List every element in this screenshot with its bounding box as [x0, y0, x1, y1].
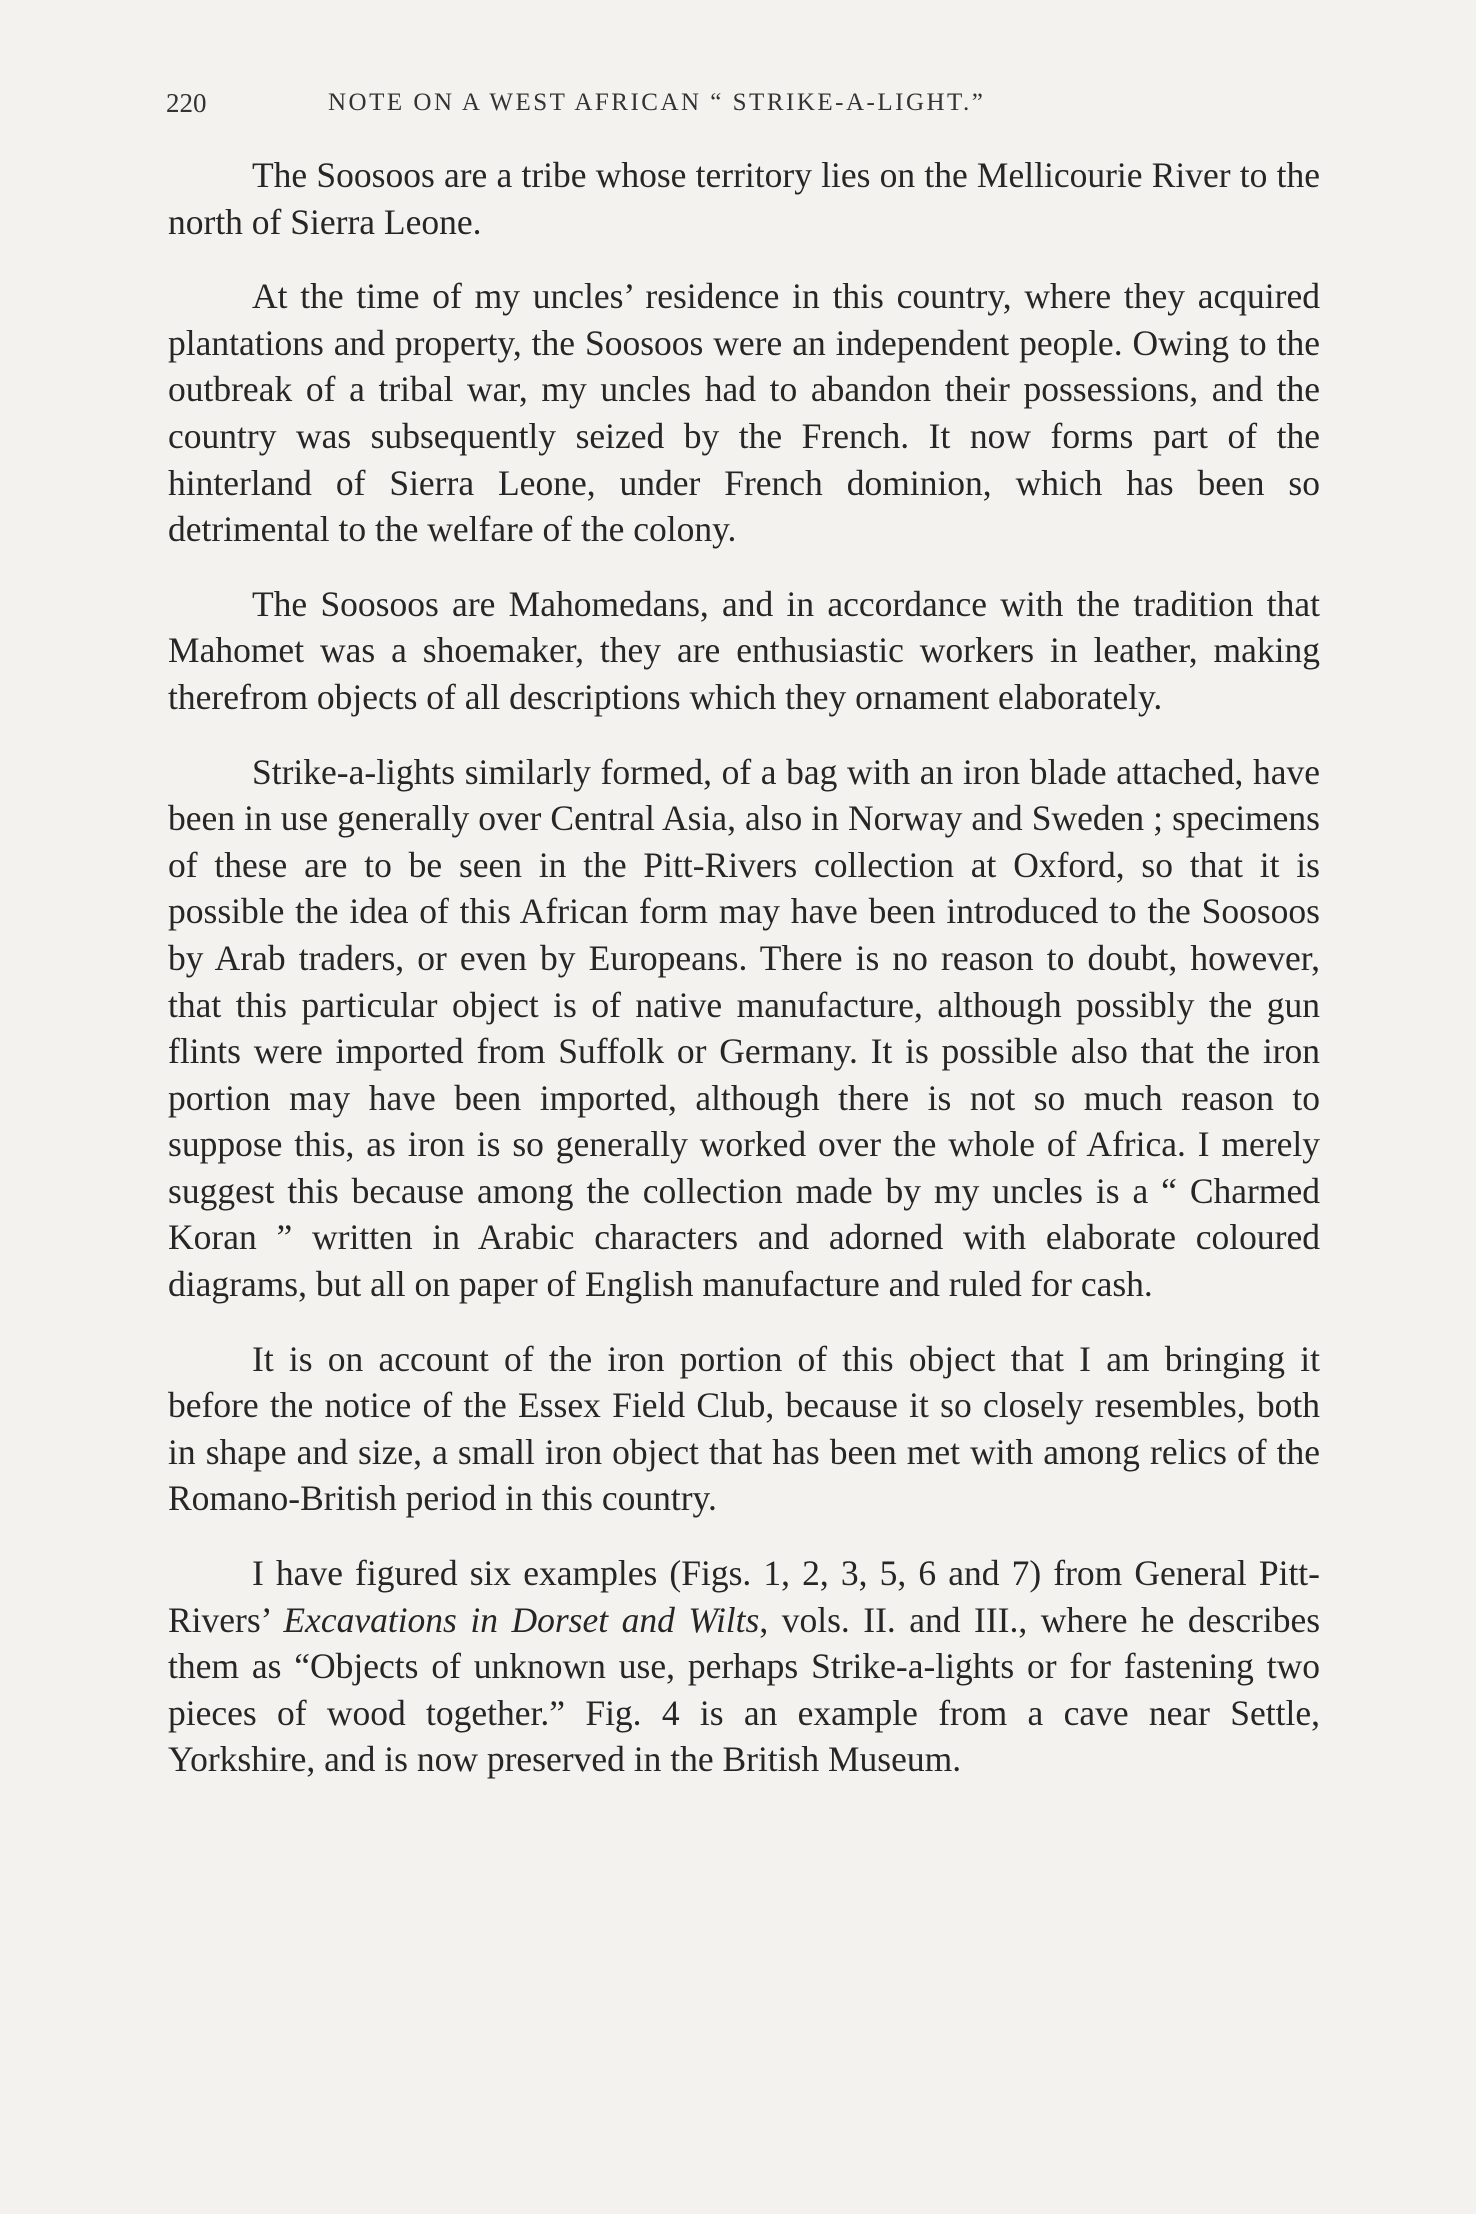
paragraph-leather-workers: The Soosoos are Mahomedans, and in accordance with the tradition that Mahomet was a shoemaker, they are enthusiastic workers in leather, making therefrom objects of all descriptions which they ornament elaborately.	[168, 583, 1320, 717]
running-title: NOTE ON A WEST AFRICAN “ STRIKE-A-LIGHT.”	[328, 89, 986, 116]
book-title: Excavations in Dorset and Wilts	[283, 1599, 760, 1640]
paragraph-iron-portion: It is on account of the iron portion of this object that I am bringing it before the notice of the Essex Field Club, because it so closely resembles, both in shape and size, a small iron object that has been met with among relics of the Romano-British period in this country.	[168, 1338, 1320, 1519]
paragraph-text-start: I have figured six examples (Figs. 1, 2, 3, 5, 6 and 7) from General Pitt-Rivers’	[168, 1553, 1320, 1640]
paragraph-soosoos-territory: The Soosoos are a tribe whose territory lies on the Mellicourie River to the north of Sierra Leone.	[168, 155, 1320, 242]
body-text	[168, 152, 1320, 1811]
paragraph-strike-a-lights: Strike-a-lights similarly formed, of a bag with an iron blade attached, have been in use generally over Central Asia, also in Norway and Sweden ; specimens of these are to be seen in the Pitt-Rivers collection at Oxford, so that it is possible the idea of this African form may have been introduced to the Soosoos by Arab traders, or even by Europeans. There is no reason to doubt, however, that this particular object is of native manufacture, although possibly the gun flints were imported from Suffolk or Germany. It is possible also that the iron portion may have been imported, although there is not so much reason to suppose this, as iron is so generally worked over the whole of Africa. I merely suggest this because among the collection made by my uncles is a “ Charmed Koran ” written in Arabic characters and adorned with elaborate coloured diagrams, but all on paper of English manufacture and ruled for cash.	[168, 751, 1320, 1305]
paragraph-uncles-residence: At the time of my uncles’ residence in this country, where they acquired plantations and property, the Soosoos were an independent people. Owing to the outbreak of a tribal war, my uncles had to abandon their possessions, and the country was subsequently seized by the French. It now forms part of the hinterland of Sierra Leone, under French dominion, which has been so detrimental to the welfare of the colony.	[168, 276, 1320, 550]
paragraph-figured-examples	[168, 1550, 1320, 1783]
page-number: 220	[166, 88, 207, 118]
paragraph-text-end: , vols. II. and III., where he describes them as “Objects of unknown use, perhaps Strike-a-lights or for fastening two pieces of wood together.” Fig. 4 is an example from a cave near Settle, Yorkshire, and is now preserved in the British Museum.	[168, 1599, 1321, 1780]
page-header	[166, 88, 1326, 128]
